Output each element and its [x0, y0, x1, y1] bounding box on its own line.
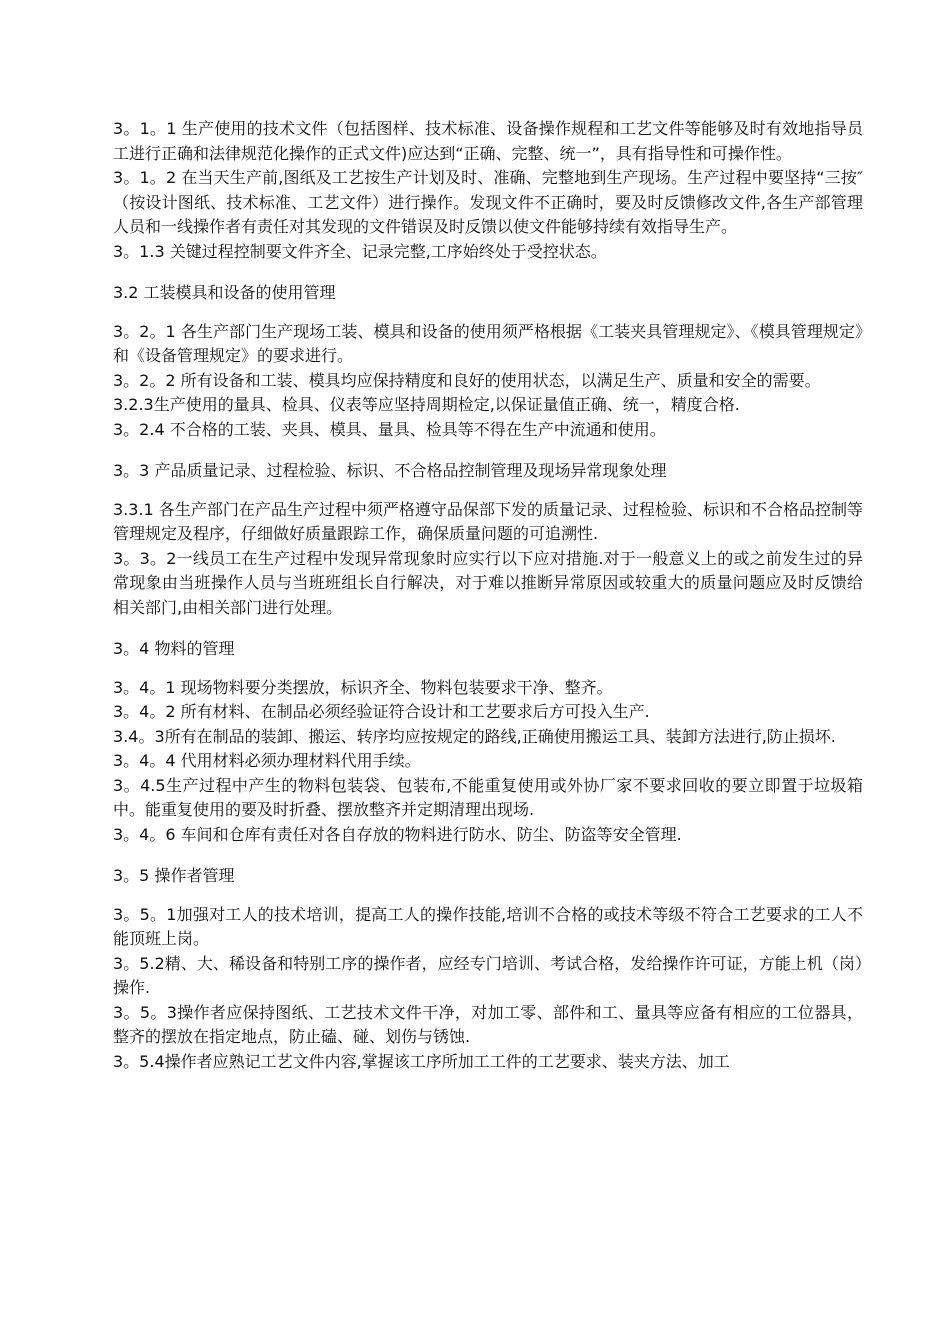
clause-3-2-1: 3。2。1 各生产部门生产现场工装、模具和设备的使用须严格根据《工装夹具管理规定》、《模具管理规定》和《设备管理规定》的要求进行。	[113, 321, 863, 365]
clause-3-2-3: 3.2.3生产使用的量具、检具、仪表等应坚持周期检定,以保证量值正确、统一，精度合格.	[113, 395, 740, 414]
clause-3-1-1: 3。1。1 生产使用的技术文件（包括图样、技术标准、设备操作规程和工艺文件等能够及时有效地指导员工进行正确和法律规范化操作的正式文件)应达到“正确、完整、统一”，具有指导性和可操作性。	[113, 119, 863, 163]
section-3-3	[113, 459, 863, 620]
section-heading-3-4: 3。4 物料的管理	[113, 639, 235, 658]
clause-3-5-4: 3。5.4操作者应熟记工艺文件内容,掌握该工序所加工工件的工艺要求、装夹方法、加工	[113, 1051, 730, 1071]
clause-3-5-1: 3。5。1加强对工人的技术培训，提高工人的操作技能,培训不合格的或技术等级不符合工艺要求的工人不能顶班上岗。	[113, 904, 863, 948]
clause-3-4-3: 3.4。3所有在制品的装卸、搬运、转序均应按规定的路线,正确使用搬运工具、装卸方法进行,防止损坏.	[113, 726, 836, 746]
clause-3-1-2: 3。1。2 在当天生产前,图纸及工艺按生产计划及时、准确、完整地到生产现场。生产过程中要坚持“三按″（按设计图纸、技术标准、工艺文件）进行操作。发现文件不正确时，要及时反馈修改文件,各生产部管理人员和一线操作者有责任对其发现的文件错误及时反馈以使文件能够持续有效指导生产。	[113, 168, 863, 236]
document-page	[113, 117, 863, 1074]
clause-3-4-1: 3。4。1 现场物料要分类摆放，标识齐全、物料包装要求干净、整齐。	[113, 677, 613, 697]
section-3-5	[113, 864, 863, 1074]
clause-3-4-4: 3。4。4 代用材料必须办理材料代用手续。	[113, 751, 421, 770]
clause-3-2-2: 3。2。2 所有设备和工装、模具均应保持精度和良好的使用状态，以满足生产、质量和安全的需要。	[113, 370, 821, 390]
clause-3-3-1: 3.3.1 各生产部门在产品生产过程中须严格遵守品保部下发的质量记录、过程检验、标识和不合格品控制等管理规定及程序，仔细做好质量跟踪工作，确保质量问题的可追溯性.	[113, 499, 863, 543]
clause-3-3-2: 3。3。2一线员工在生产过程中发现异常现象时应实行以下应对措施.对于一般意义上的或之前发生过的异常现象由当班操作人员与当班班组长自行解决，对于难以推断异常原因或较重大的质量问题应及时反馈给相关部门,由相关部门进行处理。	[113, 548, 863, 617]
clause-3-4-6: 3。4。6 车间和仓库有责任对各自存放的物料进行防水、防尘、防盗等安全管理.	[113, 824, 682, 844]
clause-3-2-4: 3。2.4 不合格的工装、夹具、模具、量具、检具等不得在生产中流通和使用。	[113, 419, 666, 439]
section-heading-3-2: 3.2 工装模具和设备的使用管理	[113, 283, 336, 302]
clause-3-4-5: 3。4.5生产过程中产生的物料包装袋、包装布,不能重复使用或外协厂家不要求回收的要立即置于垃圾箱中。能重复使用的要及时折叠、摆放整齐并定期清理出现场.	[113, 775, 863, 819]
clause-3-5-3: 3。5。3操作者应保持图纸、工艺技术文件干净，对加工零、部件和工、量具等应备有相应的工位器具，整齐的摆放在指定地点，防止磕、碰、划伤与锈蚀.	[113, 1002, 863, 1046]
clause-3-4-2: 3。4。2 所有材料、在制品必须经验证符合设计和工艺要求后方可投入生产.	[113, 702, 650, 721]
clause-3-1-3: 3。1.3 关键过程控制要文件齐全、记录完整,工序始终处于受控状态。	[113, 241, 607, 261]
section-3-1	[113, 117, 863, 264]
section-heading-3-5: 3。5 操作者管理	[113, 866, 235, 885]
section-3-4	[113, 637, 863, 847]
section-heading-3-3: 3。3 产品质量记录、过程检验、标识、不合格品控制管理及现场异常现象处理	[113, 461, 667, 480]
section-3-2	[113, 281, 863, 442]
clause-3-5-2: 3。5.2精、大、稀设备和特别工序的操作者，应经专门培训、考试合格，发给操作许可证，方能上机（岗）操作.	[113, 953, 863, 997]
